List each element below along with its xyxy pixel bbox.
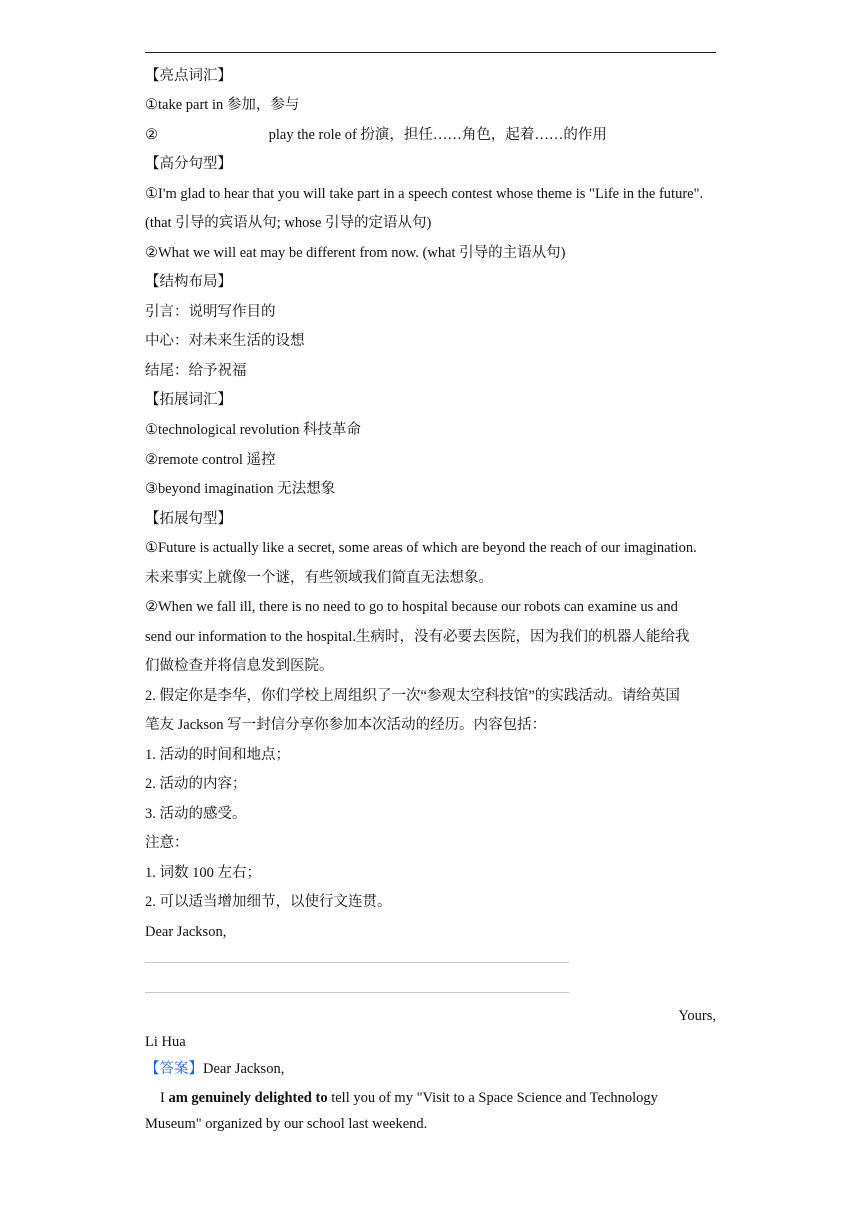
task-2-notes-heading: 注意：: [145, 835, 189, 851]
answer-p1-rest: tell you of my "Visit to a Space Science and Technology: [327, 1090, 658, 1106]
task-2-point-1: 1. 活动的时间和地点；: [145, 747, 290, 763]
top-rule: [145, 52, 716, 53]
answer-blank-line-1: [145, 962, 569, 963]
structure-intro: 引言：说明写作目的: [145, 304, 276, 320]
high-score-sentences-heading: 【高分句型】: [145, 156, 232, 172]
highlight-vocab-heading: 【亮点词汇】: [145, 68, 232, 84]
extended-sentence-2-line-3: 们做检查并将信息发到医院。: [145, 658, 334, 674]
task-2-note-2: 2. 可以适当增加细节，以使行文连贯。: [145, 894, 392, 910]
extended-vocab-3: ③beyond imagination 无法想象: [145, 481, 336, 497]
sentence-1: ①I'm glad to hear that you will take part in a speech contest whose theme is "Life in the future".: [145, 186, 704, 202]
answer-blank-line-2: [145, 992, 569, 993]
task-2-line-1: 2. 假定你是李华，你们学校上周组织了一次“参观太空科技馆”的实践活动。请给英国: [145, 688, 680, 704]
task-2-line-2: 笔友 Jackson 写一封信分享你参加本次活动的经历。内容包括：: [145, 717, 547, 733]
letter-signature: Li Hua: [145, 1034, 186, 1050]
extended-sentence-2-line-2: send our information to the hospital.生病时，没有必要去医院，因为我们的机器人能给我: [145, 629, 690, 645]
extended-sentence-1-line-1: ①Future is actually like a secret, some areas of which are beyond the reach of our imagination.: [145, 540, 697, 556]
answer-paragraph-1-line-1: [145, 1088, 735, 1108]
extended-sentence-2-line-1: ②When we fall ill, there is no need to go to hospital because our robots can examine us and: [145, 599, 678, 615]
sentence-1-note: (that 引导的宾语从句; whose 引导的定语从句): [145, 215, 432, 231]
task-2-point-2: 2. 活动的内容；: [145, 776, 247, 792]
answer-p1-start: I: [160, 1090, 169, 1106]
highlight-vocab-item-2: [145, 125, 720, 145]
letter-greeting: Dear Jackson,: [145, 924, 227, 940]
extended-sentence-1-line-2: 未来事实上就像一个谜，有些领域我们简直无法想象。: [145, 570, 493, 586]
sentence-2: ②What we will eat may be different from now. (what 引导的主语从句): [145, 245, 566, 261]
structure-heading: 【结构布局】: [145, 274, 232, 290]
letter-closing: Yours,: [678, 1008, 716, 1024]
answer-greeting-line: [145, 1059, 720, 1079]
answer-tag: 【答案】: [145, 1061, 203, 1077]
answer-paragraph-1-line-2: Museum" organized by our school last weekend.: [145, 1116, 428, 1132]
item-text: play the role of 扮演，担任……角色，起着……的作用: [268, 127, 607, 143]
highlight-vocab-item-1: ①take part in 参加，参与: [145, 97, 300, 113]
answer-greeting: Dear Jackson,: [203, 1061, 285, 1077]
structure-ending: 结尾：给予祝福: [145, 363, 247, 379]
extended-vocab-1: ①technological revolution 科技革命: [145, 422, 361, 438]
extended-vocab-heading: 【拓展词汇】: [145, 392, 232, 408]
task-2-point-3: 3. 活动的感受。: [145, 806, 247, 822]
structure-center: 中心：对未来生活的设想: [145, 333, 305, 349]
task-2-note-1: 1. 词数 100 左右；: [145, 865, 261, 881]
extended-vocab-2: ②remote control 遥控: [145, 452, 276, 468]
extended-sentences-heading: 【拓展句型】: [145, 511, 232, 527]
item-marker: ②: [145, 127, 158, 143]
answer-p1-bold: am genuinely delighted to: [168, 1090, 328, 1106]
